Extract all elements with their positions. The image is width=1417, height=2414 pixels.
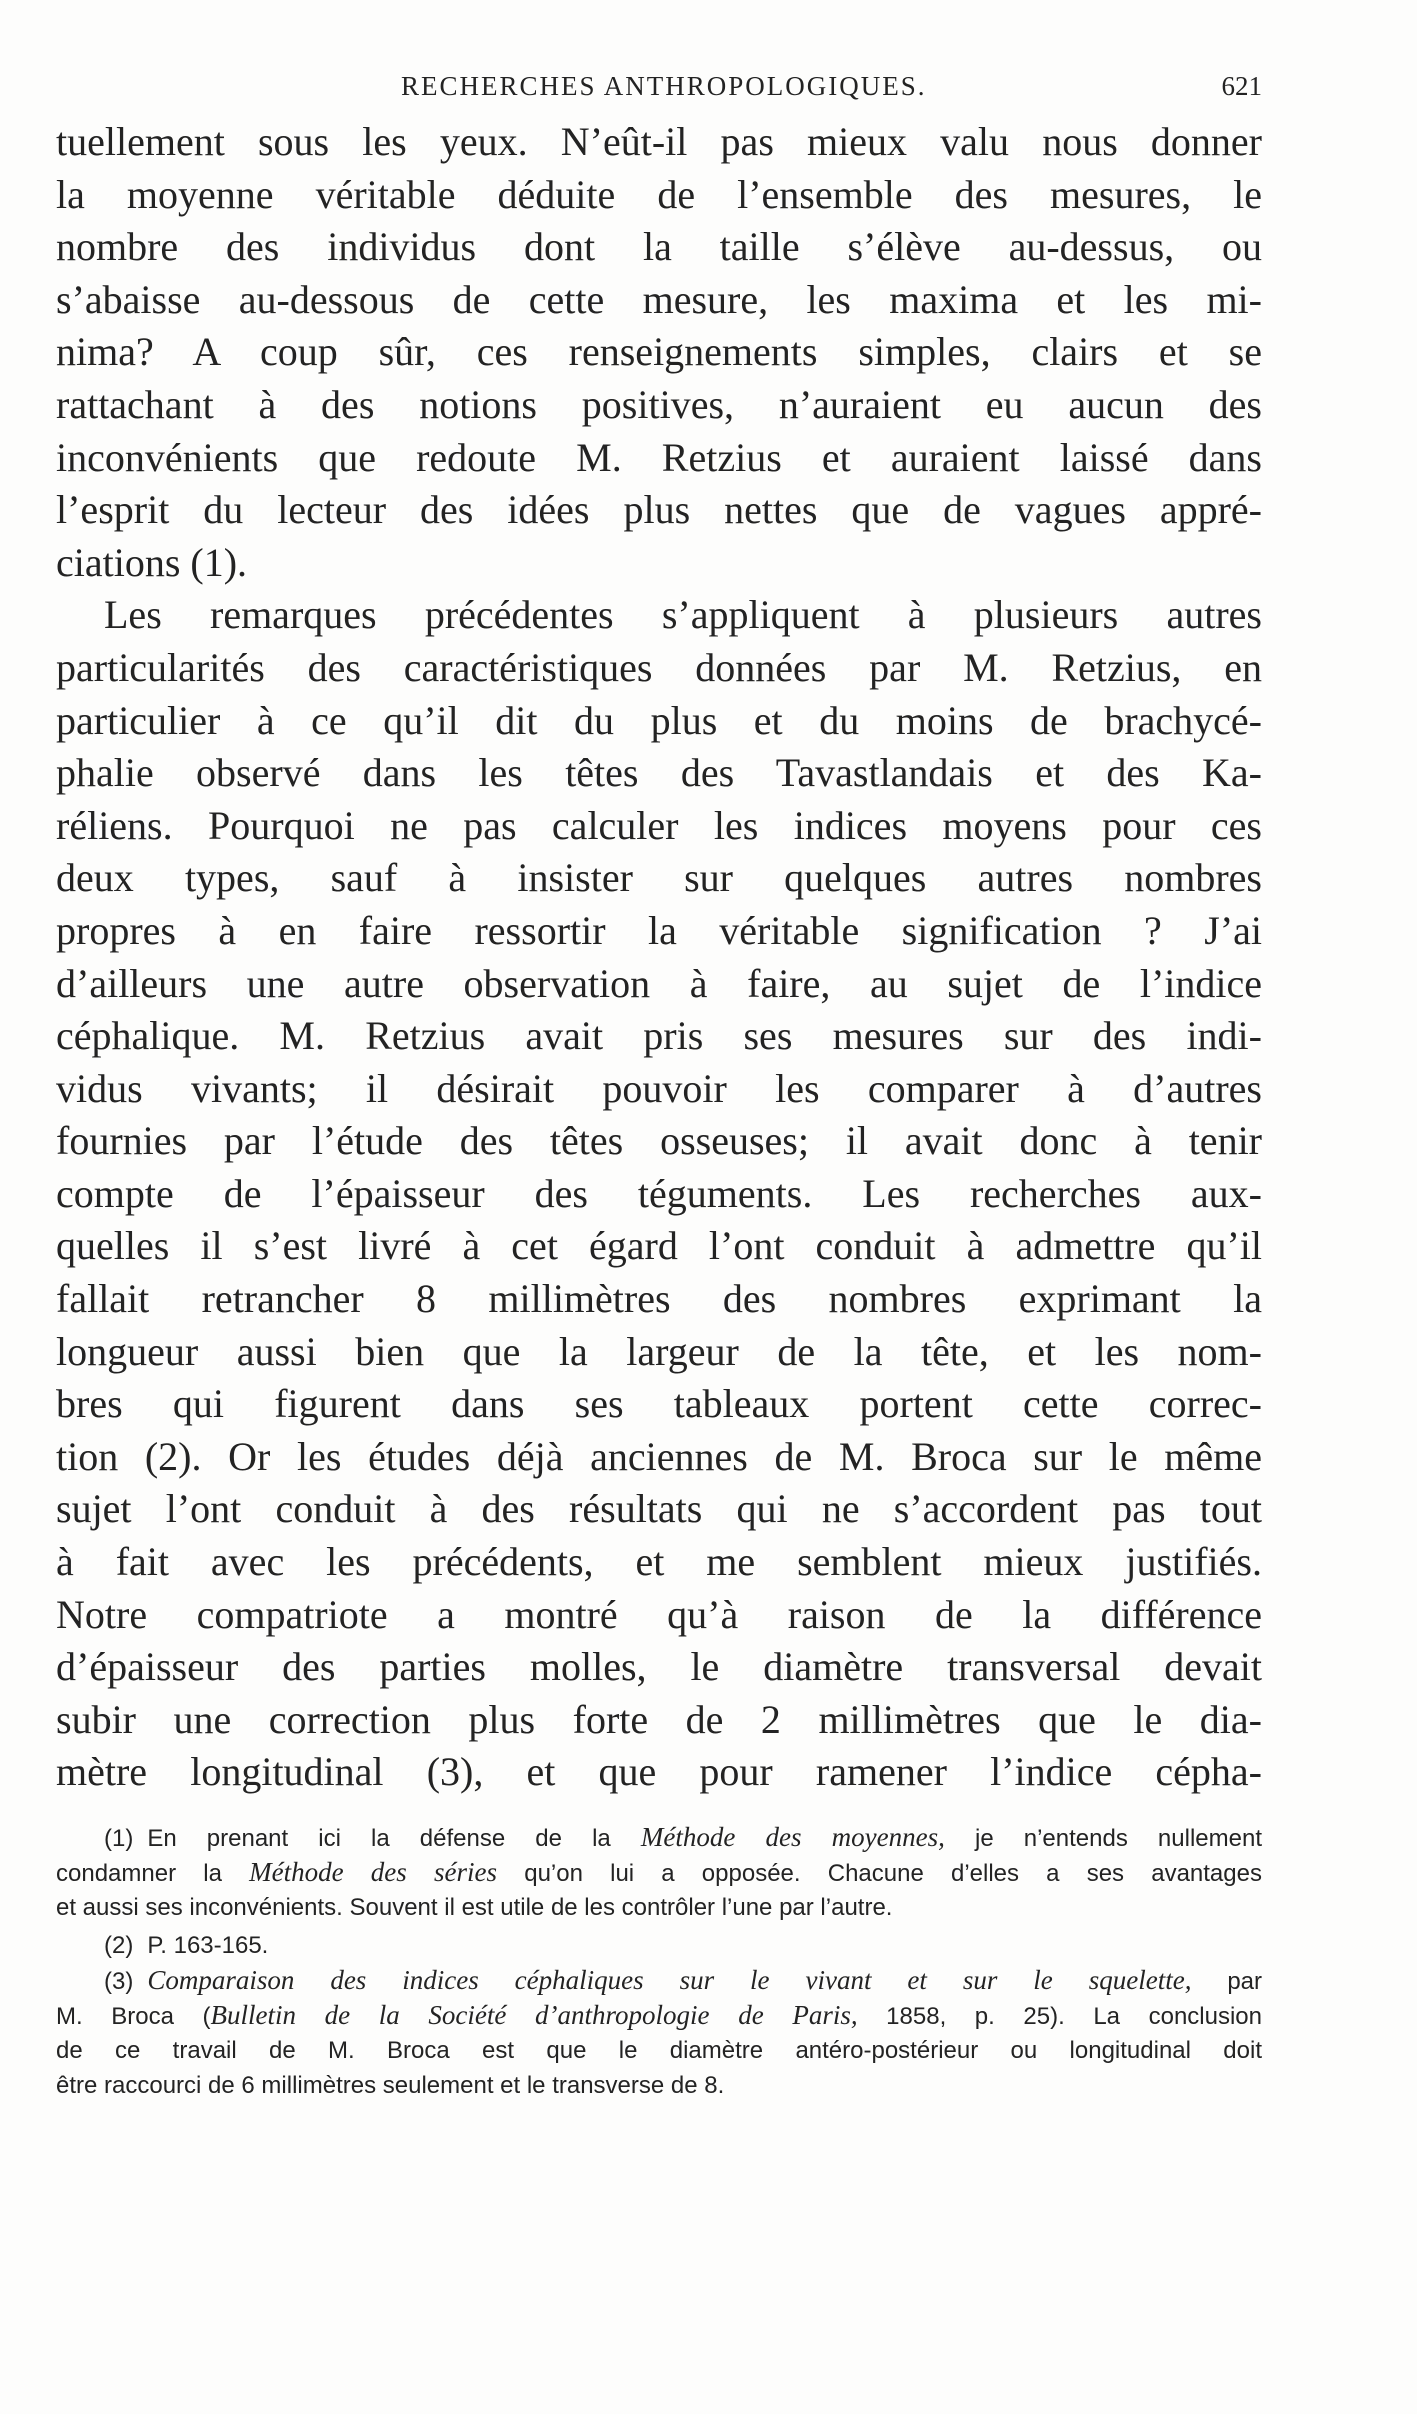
- footnote-text: M. Broca (: [56, 2003, 211, 2030]
- text-line: Notre compatriote a montré qu’à raison de la différence: [56, 1591, 1262, 1637]
- text-line: compte de l’épaisseur des téguments. Les recherches aux-: [56, 1170, 1262, 1216]
- footnote-2-line: [56, 1928, 1262, 1963]
- footnote-3-line: de ce travail de M. Broca est que le diamètre antéro-postérieur ou longitudinal doit: [56, 2037, 1262, 2064]
- text-line: fallait retrancher 8 millimètres des nombres exprimant la: [56, 1276, 1262, 1322]
- text-line: vidus vivants; il désirait pouvoir les comparer à d’autres: [56, 1065, 1262, 1111]
- footnote-italic-title: Méthode des séries: [249, 1857, 498, 1887]
- text-line: inconvénients que redoute M. Retzius et auraient laissé dans: [56, 434, 1262, 480]
- footnote-text: par: [1227, 1968, 1263, 1995]
- footnote-number: (3): [104, 1968, 134, 1995]
- paragraph-end-line: ciations (1).: [56, 539, 248, 585]
- text-line: réliens. Pourquoi ne pas calculer les indices moyens pour ces: [56, 802, 1262, 848]
- footnote-text: qu’on lui a opposée. Chacune d’elles a ses avantages: [524, 1860, 1262, 1887]
- running-title: RECHERCHES ANTHROPOLOGIQUES.: [401, 71, 927, 101]
- text-line: rattachant à des notions positives, n’auraient eu aucun des: [56, 381, 1262, 427]
- text-line: longueur aussi bien que la largeur de la tête, et les nom-: [56, 1328, 1262, 1374]
- text-line: bres qui figurent dans ses tableaux portent cette correc-: [56, 1381, 1262, 1427]
- footnote-3-line: [56, 1963, 1262, 1998]
- text-line: céphalique. M. Retzius avait pris ses mesures sur des indi-: [56, 1013, 1262, 1059]
- footnote-italic-title: Méthode des moyennes,: [640, 1822, 945, 1852]
- text-line: fournies par l’étude des têtes osseuses; il avait donc à tenir: [56, 1118, 1262, 1164]
- text-line: subir une correction plus forte de 2 millimètres que le dia-: [56, 1696, 1262, 1742]
- text-line: deux types, sauf à insister sur quelques autres nombres: [56, 855, 1262, 901]
- page-number: 621: [1221, 71, 1262, 101]
- footnote-text: P. 163-165.: [147, 1932, 269, 1959]
- footnote-number: (2): [104, 1932, 134, 1959]
- text-line: à fait avec les précédents, et me semblent mieux justifiés.: [56, 1539, 1262, 1585]
- body-text: [56, 116, 1262, 1799]
- footnote-italic-title: Comparaison des indices céphaliques sur le vivant et sur le squelette,: [147, 1965, 1192, 1995]
- text-line: tion (2). Or les études déjà anciennes de M. Broca sur le même: [56, 1433, 1262, 1479]
- text-line: la moyenne véritable déduite de l’ensemble des mesures, le: [56, 171, 1262, 217]
- text-line: nombre des individus dont la taille s’élève au-dessus, ou: [56, 224, 1262, 270]
- text-line: sujet l’ont conduit à des résultats qui ne s’accordent pas tout: [56, 1486, 1262, 1532]
- text-line: d’épaisseur des parties molles, le diamètre transversal devait: [56, 1644, 1262, 1690]
- text-line: nima? A coup sûr, ces renseignements simples, clairs et se: [56, 329, 1262, 375]
- footnote-1-line: et aussi ses inconvénients. Souvent il est utile de les contrôler l’une par l’autre.: [56, 1894, 893, 1921]
- footnote-italic-title: Bulletin de la Société d’anthropologie de Paris,: [210, 2000, 858, 2030]
- footnote-text: je n’entends nullement: [974, 1825, 1262, 1852]
- footnote-text: 1858, p. 25). La conclusion: [886, 2003, 1262, 2030]
- footnote-1-line: [56, 1820, 1262, 1855]
- footnote-1-line: [56, 1855, 1262, 1890]
- text-line: mètre longitudinal (3), et que pour ramener l’indice cépha-: [56, 1749, 1262, 1795]
- footnote-3-line: être raccourci de 6 millimètres seulement et le transverse de 8.: [56, 2072, 725, 2099]
- text-line: d’ailleurs une autre observation à faire, au sujet de l’indice: [56, 960, 1262, 1006]
- footnote-text: En prenant ici la défense de la: [147, 1825, 611, 1852]
- text-line: tuellement sous les yeux. N’eût-il pas mieux valu nous donner: [56, 119, 1262, 164]
- text-line: quelles il s’est livré à cet égard l’ont conduit à admettre qu’il: [56, 1223, 1262, 1269]
- text-line: particularités des caractéristiques données par M. Retzius, en: [56, 644, 1262, 690]
- text-line: particulier à ce qu’il dit du plus et du moins de brachycé-: [56, 697, 1262, 743]
- text-line: propres à en faire ressortir la véritable signification ? J’ai: [56, 907, 1262, 953]
- footnote-text: condamner la: [56, 1860, 222, 1887]
- text-line: s’abaisse au-dessous de cette mesure, les maxima et les mi-: [56, 276, 1262, 322]
- text-line: l’esprit du lecteur des idées plus nettes que de vagues appré-: [56, 487, 1262, 533]
- paragraph-start-line: Les remarques précédentes s’appliquent à plusieurs autres: [104, 592, 1262, 638]
- footnotes: [56, 1820, 1262, 2103]
- text-line: phalie observé dans les têtes des Tavastlandais et des Ka-: [56, 750, 1262, 796]
- footnote-3-line: [56, 1998, 1262, 2033]
- running-head: [56, 66, 1262, 106]
- footnote-number: (1): [104, 1825, 134, 1852]
